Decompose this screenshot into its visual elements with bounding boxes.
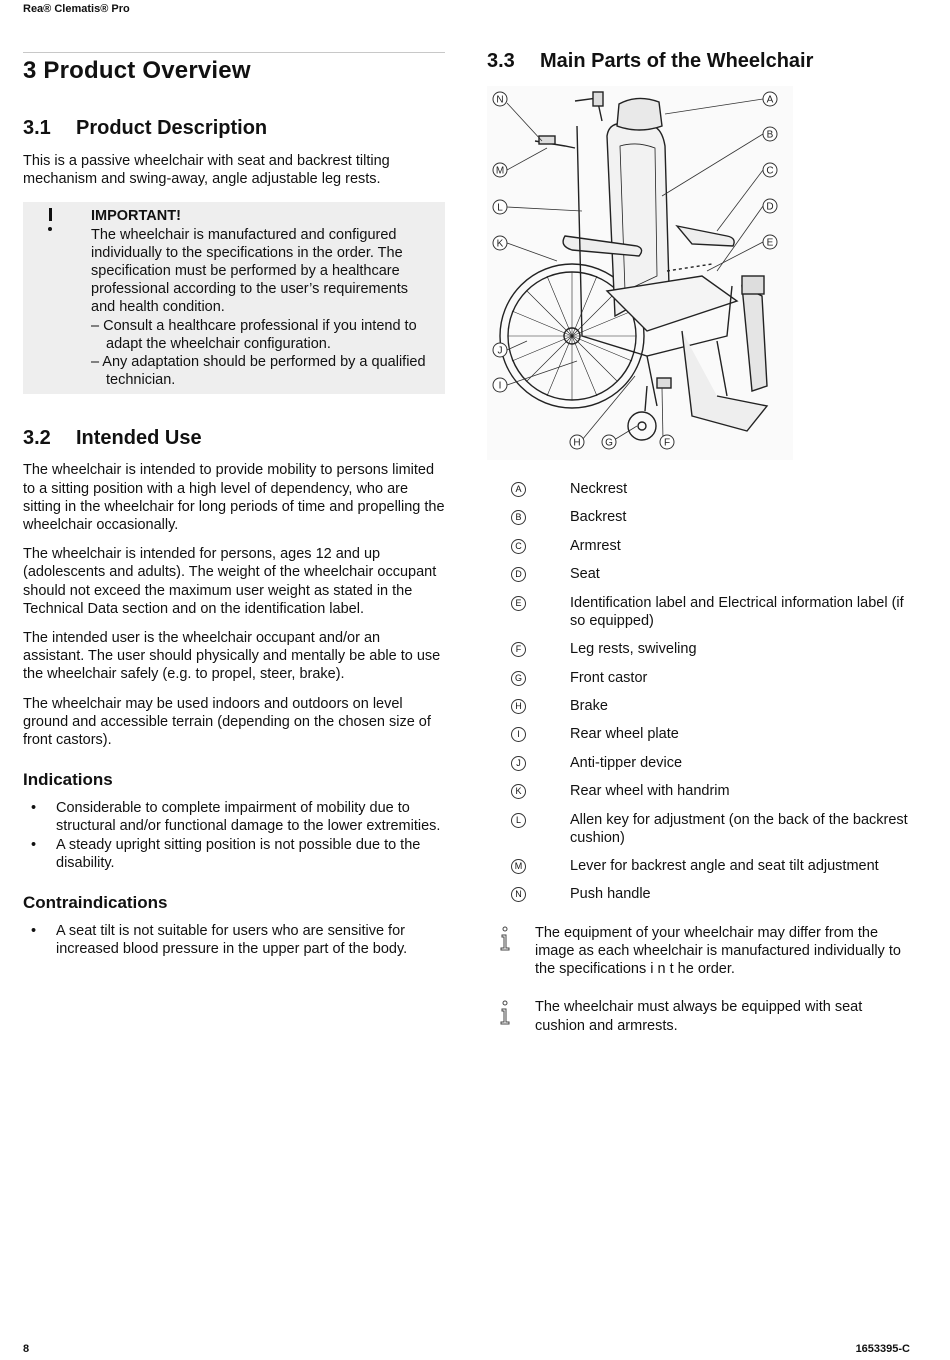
list-item (487, 811, 912, 847)
svg-text:H: H (573, 437, 581, 449)
left-column (23, 52, 445, 959)
part-letter: H (511, 699, 526, 714)
part-label: Front castor (570, 669, 648, 686)
svg-text:N: N (496, 94, 504, 106)
list-item (487, 537, 912, 555)
callout-h (570, 435, 584, 449)
callout-m (493, 163, 507, 177)
parts-legend (487, 480, 912, 904)
section-number: 3.3 (487, 50, 515, 72)
part-letter: B (511, 510, 526, 525)
svg-text:E: E (766, 237, 774, 249)
list-item (487, 565, 912, 583)
list-item: • A seat tilt is not suitable for users who are sensitive for increased blood pressure in the upper part of the body. (23, 922, 445, 958)
indications-list (23, 799, 445, 872)
part-letter: L (511, 813, 526, 828)
part-label: Lever for backrest angle and seat tilt adjustment (570, 858, 879, 875)
callout-k (493, 236, 507, 250)
part-letter: K (511, 784, 526, 799)
list-item (487, 594, 912, 630)
list-item (487, 857, 912, 875)
callout-d (763, 199, 777, 213)
important-item-2: – Any adaptation should be performed by a qualified technician. (91, 354, 426, 389)
callout-n (493, 92, 507, 106)
page-number: 8 (23, 1343, 30, 1355)
important-text: The wheelchair is manufactured and configured individually to the specifications in the order. The specification must be performed by a healthcare professional according to the user’s requirements and health condition. (91, 226, 409, 316)
svg-text:C: C (766, 165, 774, 177)
svg-text:B: B (766, 129, 774, 141)
svg-text:F: F (663, 437, 671, 449)
callout-e (763, 235, 777, 249)
intended-use-paragraph-3: The intended user is the wheelchair occupant and/or an assistant. The user should physically and mentally be able to use the wheelchair safely (e.g. to propel, steer, brake). (23, 630, 441, 683)
list-item (487, 480, 912, 498)
list-item (487, 508, 912, 526)
list-item (487, 697, 912, 715)
svg-text:K: K (496, 238, 504, 250)
part-label: Neckrest (570, 481, 628, 497)
list-item: • Considerable to complete impairment of mobility due to structural and/or functional damage to the lower extremities. (23, 799, 445, 835)
part-letter: C (511, 539, 526, 554)
svg-text:L: L (497, 202, 503, 214)
callout-b (763, 127, 777, 141)
part-label: Identification label and Electrical information label (if so equipped) (570, 594, 904, 629)
document-id: 1653395-C (855, 1343, 910, 1355)
svg-text:M: M (495, 165, 505, 177)
chapter-title: 3 Product Overview (23, 57, 251, 84)
running-header: Rea® Clematis® Pro (23, 3, 130, 15)
wheelchair-illustration (487, 86, 793, 460)
part-label: Allen key for adjustment (on the back of the backrest cushion) (570, 811, 908, 846)
callout-l (493, 200, 507, 214)
exclamation-icon (45, 208, 55, 231)
intended-use-paragraph-2: The wheelchair is intended for persons, ages 12 and up (adolescents and adults). The weight of the wheelchair occupant should not exceed the maximum user weight as stated in the Technical Data section and on the identification label. (23, 546, 437, 617)
part-letter: J (511, 756, 526, 771)
section-title: Main Parts of the Wheelchair (540, 50, 814, 72)
part-label: Leg rests, swiveling (570, 641, 697, 658)
part-label: Armrest (570, 537, 621, 554)
chapter-rule (23, 52, 445, 53)
right-column (487, 48, 912, 1035)
info-icon (487, 924, 535, 979)
indications-heading: Indications (23, 770, 113, 790)
callout-a (763, 92, 777, 106)
list-item (487, 640, 912, 658)
part-label: Rear wheel with handrim (570, 783, 730, 800)
info-icon (487, 998, 535, 1034)
list-item (487, 669, 912, 687)
section-3-3-heading (487, 48, 912, 74)
list-item (487, 725, 912, 743)
info-note-2 (487, 998, 912, 1034)
part-letter: N (511, 887, 526, 902)
list-item (487, 782, 912, 800)
list-item: • A steady upright sitting position is not possible due to the disability. (23, 836, 445, 872)
contraindications-heading: Contraindications (23, 893, 168, 913)
part-letter: G (511, 671, 526, 686)
section-title: Intended Use (76, 427, 202, 450)
part-label: Seat (570, 566, 600, 583)
part-label: Rear wheel plate (570, 726, 679, 743)
svg-text:I: I (498, 380, 502, 392)
part-letter: E (511, 596, 526, 611)
part-letter: M (511, 859, 526, 874)
list-item (487, 754, 912, 772)
callout-j (493, 343, 507, 357)
part-letter: F (511, 642, 526, 657)
part-label: Anti-tipper device (570, 754, 683, 771)
note-text: The equipment of your wheelchair may differ from the image as each wheelchair is manufactured individually to the specifications i n t he order. (535, 924, 901, 978)
important-notice (23, 202, 445, 394)
part-letter: D (511, 567, 526, 582)
intended-use-paragraph-1: The wheelchair is intended to provide mobility to persons limited to a sitting position with a high level of dependency, who are sitting in the wheelchair for long periods of time and propelling the wheelchair occasionally. (23, 462, 445, 534)
section-3-1-heading (23, 115, 445, 141)
callout-c (763, 163, 777, 177)
section-3-2-heading (23, 425, 445, 451)
part-letter: A (511, 482, 526, 497)
svg-text:A: A (766, 94, 774, 106)
part-label: Backrest (570, 509, 627, 526)
intended-use-paragraph-4: The wheelchair may be used indoors and outdoors on level ground and accessible terrain (depending on the chosen size of front castors). (23, 695, 431, 749)
svg-text:G: G (605, 437, 613, 449)
section-number: 3.1 (23, 117, 51, 139)
svg-text:D: D (766, 201, 774, 213)
note-text: The wheelchair must always be equipped with seat cushion and armrests. (535, 999, 863, 1034)
list-item (487, 885, 912, 903)
part-label: Push handle (570, 886, 651, 903)
info-note-1 (487, 924, 912, 979)
important-item-1: – Consult a healthcare professional if you intend to adapt the wheelchair configuration. (91, 317, 417, 352)
section-number: 3.2 (23, 427, 51, 450)
important-title: IMPORTANT! (91, 208, 181, 225)
contraindications-list (23, 922, 445, 958)
part-letter: I (511, 727, 526, 742)
callout-g (602, 435, 616, 449)
callout-i (493, 378, 507, 392)
wheelchair-diagram (487, 86, 793, 460)
product-description-text: This is a passive wheelchair with seat and backrest tilting mechanism and swing-away, angle adjustable leg rests. (23, 153, 390, 188)
section-title: Product Description (76, 117, 268, 139)
part-label: Brake (570, 697, 608, 714)
svg-text:J: J (497, 345, 503, 357)
callout-f (660, 435, 674, 449)
